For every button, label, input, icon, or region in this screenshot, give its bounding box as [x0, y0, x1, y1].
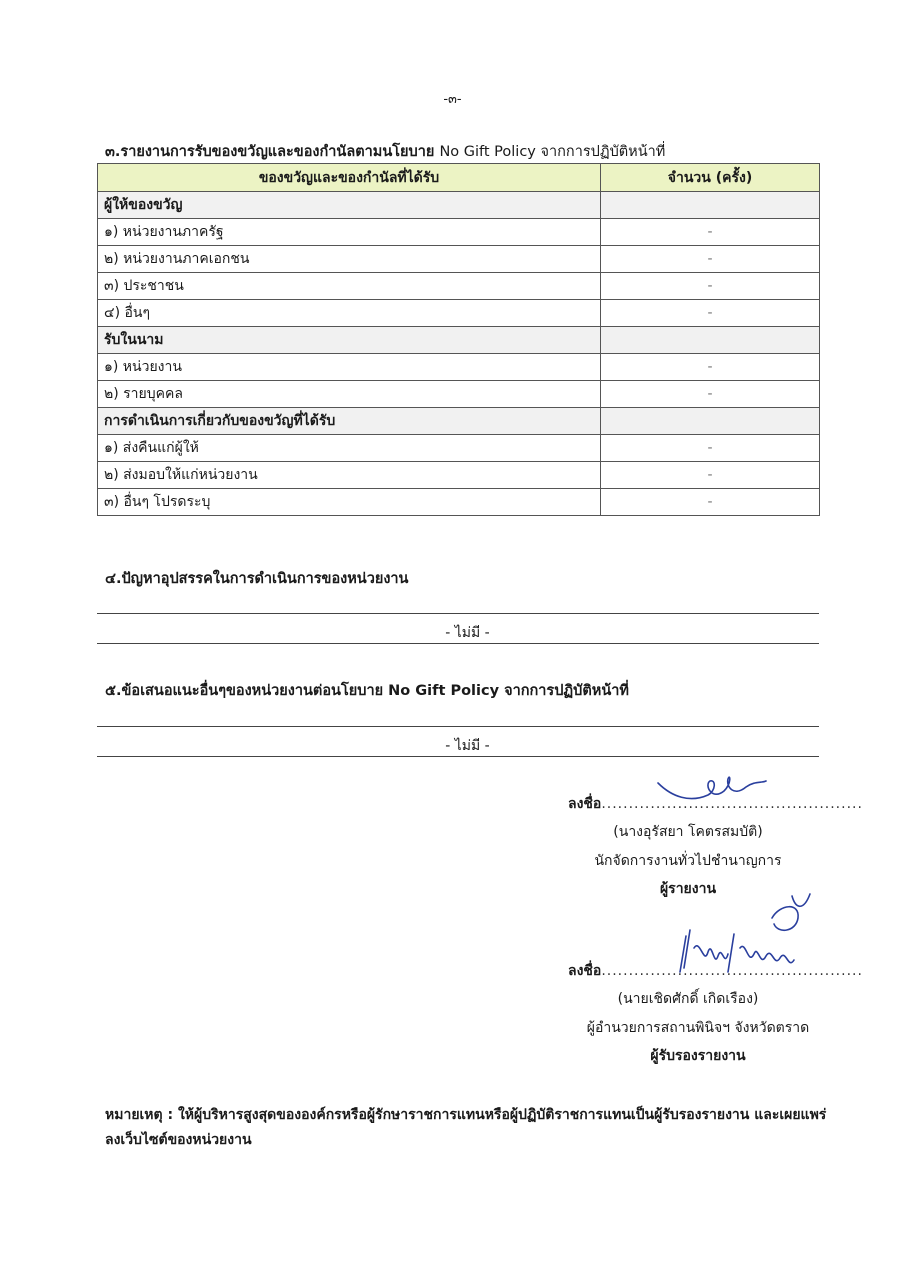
row-count: -	[601, 381, 820, 408]
row-count: -	[601, 489, 820, 516]
signer-2-position: ผู้อำนวยการสถานพินิจฯ จังหวัดตราด	[586, 1020, 810, 1036]
row-label: ๑) ส่งคืนแก่ผู้ให้	[98, 435, 601, 462]
table-row	[98, 219, 820, 246]
table-header-row	[98, 164, 820, 192]
signer-2-block	[568, 960, 863, 1067]
section-5-answer: - ไม่มี -	[445, 738, 490, 754]
table-body	[98, 192, 820, 516]
table-row	[98, 354, 820, 381]
table-row	[98, 246, 820, 273]
row-label: ๒) รายบุคคล	[98, 381, 601, 408]
answer-line-top	[97, 726, 819, 727]
signer-2-role: ผู้รับรองรายงาน	[650, 1048, 746, 1064]
table-row	[98, 273, 820, 300]
table-row	[98, 462, 820, 489]
row-label: ๑) หน่วยงาน	[98, 354, 601, 381]
answer-line-bottom	[97, 756, 819, 757]
table-row	[98, 300, 820, 327]
row-count	[601, 327, 820, 354]
gift-report-table	[97, 163, 820, 516]
signer-2-name: (นายเชิดศักดิ์ เกิดเรือง)	[617, 991, 759, 1007]
table-group-row	[98, 192, 820, 219]
row-label: ๒) ส่งมอบให้แก่หน่วยงาน	[98, 462, 601, 489]
signer-1-name: (นางอุรัสยา โคตรสมบัติ)	[613, 824, 763, 840]
signer-1-sign-line	[568, 793, 863, 815]
row-count: -	[601, 435, 820, 462]
row-label: ๒) หน่วยงานภาคเอกชน	[98, 246, 601, 273]
footnote: หมายเหตุ : ให้ผู้บริหารสูงสุดขององค์กรหรือผู้รักษาราชการแทนหรือผู้ปฏิบัติราชการแทนเป็นผู้รับรองรายงาน และเผยแพร่ลงเว็บไซต์ของหน่วยงาน	[105, 1107, 827, 1148]
section-3-title-prefix: ๓.รายงานการรับของขวัญและของกำนัลตามนโยบาย	[105, 144, 440, 160]
row-count	[601, 408, 820, 435]
header-gift-type: ของขวัญและของกำนัลที่ได้รับ	[98, 164, 601, 192]
row-count: -	[601, 219, 820, 246]
row-label: ๓) ประชาชน	[98, 273, 601, 300]
signer-2-sign-label: ลงชื่อ	[568, 963, 602, 979]
signer-2-sign-line	[568, 960, 863, 982]
section-4-answer: - ไม่มี -	[445, 625, 490, 641]
row-label: รับในนาม	[98, 327, 601, 354]
row-count: -	[601, 246, 820, 273]
table-group-row	[98, 408, 820, 435]
row-count: -	[601, 462, 820, 489]
page-number: -๓-	[443, 92, 462, 107]
section-3-title	[105, 140, 665, 163]
section-3-title-policy: No Gift Policy	[439, 144, 536, 160]
signer-1-dots: ................................................	[601, 796, 863, 812]
section-3-title-suffix: จากการปฏิบัติหน้าที่	[535, 144, 666, 160]
answer-line-bottom	[97, 643, 819, 644]
table-group-row	[98, 327, 820, 354]
signer-1-position: นักจัดการงานทั่วไปชำนาญการ	[594, 853, 782, 869]
row-label: การดำเนินการเกี่ยวกับของขวัญที่ได้รับ	[98, 408, 601, 435]
row-count: -	[601, 354, 820, 381]
row-label: ๑) หน่วยงานภาครัฐ	[98, 219, 601, 246]
answer-line-top	[97, 613, 819, 614]
section-5-title: ๕.ข้อเสนอแนะอื่นๆของหน่วยงานต่อนโยบาย No Gift Policy จากการปฏิบัติหน้าที่	[105, 683, 629, 699]
table-row	[98, 489, 820, 516]
header-count: จำนวน (ครั้ง)	[601, 164, 820, 192]
signer-2-dots: ................................................	[601, 963, 863, 979]
row-label: ๓) อื่นๆ โปรดระบุ	[98, 489, 601, 516]
row-count	[601, 192, 820, 219]
signer-1-block	[568, 793, 863, 900]
signer-1-sign-label: ลงชื่อ	[568, 796, 602, 812]
table-row	[98, 435, 820, 462]
row-count: -	[601, 300, 820, 327]
section-4-title: ๔.ปัญหาอุปสรรคในการดำเนินการของหน่วยงาน	[105, 571, 409, 587]
row-count: -	[601, 273, 820, 300]
row-label: ๔) อื่นๆ	[98, 300, 601, 327]
signer-1-role: ผู้รายงาน	[659, 881, 717, 897]
row-label: ผู้ให้ของขวัญ	[98, 192, 601, 219]
table-row	[98, 381, 820, 408]
